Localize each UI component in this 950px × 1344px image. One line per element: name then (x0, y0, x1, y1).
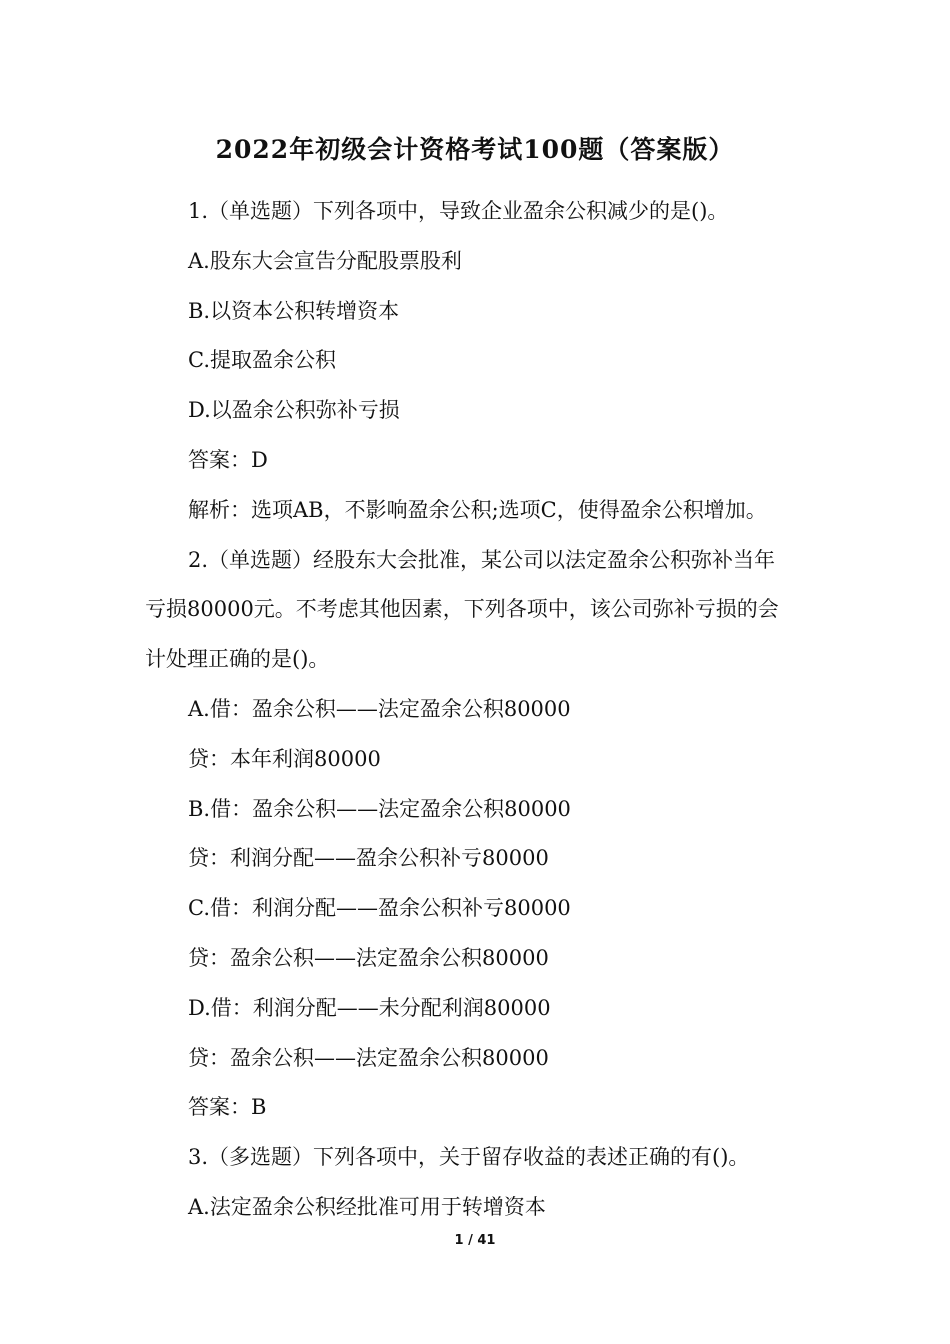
text-line: 贷：本年利润80000 (188, 746, 381, 771)
text-line: D.借：利润分配——未分配利润80000 (188, 995, 551, 1020)
text-line: B.以资本公积转增资本 (188, 298, 400, 323)
document-body (145, 187, 810, 1233)
text-line: 2.（单选题）经股东大会批准，某公司以法定盈余公积弥补当年 (188, 547, 776, 572)
text-line: C.借：利润分配——盈余公积补亏80000 (188, 896, 571, 921)
text-line: 解析：选项AB，不影响盈余公积;选项C，使得盈余公积增加。 (188, 497, 767, 522)
page-number: 1 / 41 (454, 1233, 496, 1248)
document-title: 2022年初级会计资格考试100题（答案版） (215, 135, 735, 164)
text-line: A.借：盈余公积——法定盈余公积80000 (188, 696, 571, 721)
text-line: A.股东大会宣告分配股票股利 (188, 248, 462, 273)
text-line: 答案：B (188, 1095, 267, 1120)
text-line: 贷：盈余公积——法定盈余公积80000 (188, 945, 549, 970)
text-line: C.提取盈余公积 (188, 348, 336, 373)
text-line: 1.（单选题）下列各项中，导致企业盈余公积减少的是()。 (188, 199, 729, 223)
text-line: D.以盈余公积弥补亏损 (188, 398, 400, 423)
text-line: 亏损80000元。不考虑其他因素，下列各项中，该公司弥补亏损的会 (145, 597, 779, 622)
text-line: 答案：D (188, 447, 268, 472)
text-line: 3.（多选题）下列各项中，关于留存收益的表述正确的有()。 (188, 1145, 750, 1170)
text-line: 贷：盈余公积——法定盈余公积80000 (188, 1045, 549, 1070)
text-line: 计处理正确的是()。 (145, 647, 330, 672)
text-line: 贷：利润分配——盈余公积补亏80000 (188, 846, 549, 871)
text-line: A.法定盈余公积经批准可用于转增资本 (188, 1194, 546, 1219)
text-line: B.借：盈余公积——法定盈余公积80000 (188, 796, 571, 821)
